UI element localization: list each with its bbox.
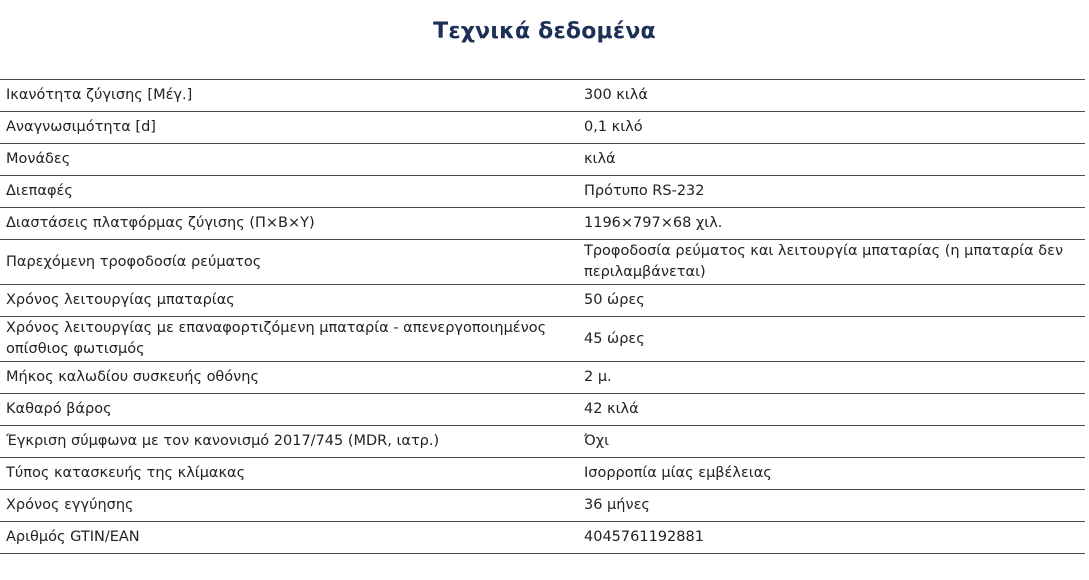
table-row: [0, 426, 1085, 458]
table-row: [0, 80, 1085, 112]
row-label: Αριθμός GTIN/EAN: [0, 522, 577, 554]
section-title: Τεχνικά δεδομένα: [433, 19, 656, 44]
row-value: 1196×797×68 χιλ.: [577, 208, 1085, 240]
row-label: Διαστάσεις πλατφόρμας ζύγισης (Π×Β×Υ): [0, 208, 577, 240]
spec-table: [0, 79, 1085, 554]
row-label: Ικανότητα ζύγισης [Μέγ.]: [0, 80, 577, 112]
table-row: [0, 285, 1085, 317]
row-label: Παρεχόμενη τροφοδοσία ρεύματος: [0, 240, 577, 285]
row-label: Αναγνωσιμότητα [d]: [0, 112, 577, 144]
row-value: 0,1 κιλό: [577, 112, 1085, 144]
table-row: [0, 490, 1085, 522]
row-value: 45 ώρες: [577, 317, 1085, 362]
row-value: 2 μ.: [577, 362, 1085, 394]
row-label: Χρόνος λειτουργίας με επαναφορτιζόμενη μπαταρία - απενεργοποιημένος οπίσθιος φωτισμός: [0, 317, 577, 362]
row-value: 300 κιλά: [577, 80, 1085, 112]
row-label: Καθαρό βάρος: [0, 394, 577, 426]
row-value: Όχι: [577, 426, 1085, 458]
table-row: [0, 144, 1085, 176]
row-value: 42 κιλά: [577, 394, 1085, 426]
table-row: [0, 522, 1085, 554]
table-row: [0, 208, 1085, 240]
table-row: [0, 458, 1085, 490]
row-value: Ισορροπία μίας εμβέλειας: [577, 458, 1085, 490]
table-row: [0, 176, 1085, 208]
row-label: Έγκριση σύμφωνα με τον κανονισμό 2017/745 (MDR, ιατρ.): [0, 426, 577, 458]
table-row: [0, 394, 1085, 426]
table-row: [0, 317, 1085, 362]
row-value: Πρότυπο RS-232: [577, 176, 1085, 208]
row-value: 4045761192881: [577, 522, 1085, 554]
row-label: Μονάδες: [0, 144, 577, 176]
row-label: Χρόνος λειτουργίας μπαταρίας: [0, 285, 577, 317]
table-row: [0, 112, 1085, 144]
row-value: Τροφοδοσία ρεύματος και λειτουργία μπαταρίας (η μπαταρία δεν περιλαμβάνεται): [577, 240, 1085, 285]
row-label: Χρόνος εγγύησης: [0, 490, 577, 522]
row-label: Μήκος καλωδίου συσκευής οθόνης: [0, 362, 577, 394]
row-label: Τύπος κατασκευής της κλίμακας: [0, 458, 577, 490]
row-value: 50 ώρες: [577, 285, 1085, 317]
row-label: Διεπαφές: [0, 176, 577, 208]
row-value: κιλά: [577, 144, 1085, 176]
table-row: [0, 362, 1085, 394]
row-value: 36 μήνες: [577, 490, 1085, 522]
table-row: [0, 240, 1085, 285]
